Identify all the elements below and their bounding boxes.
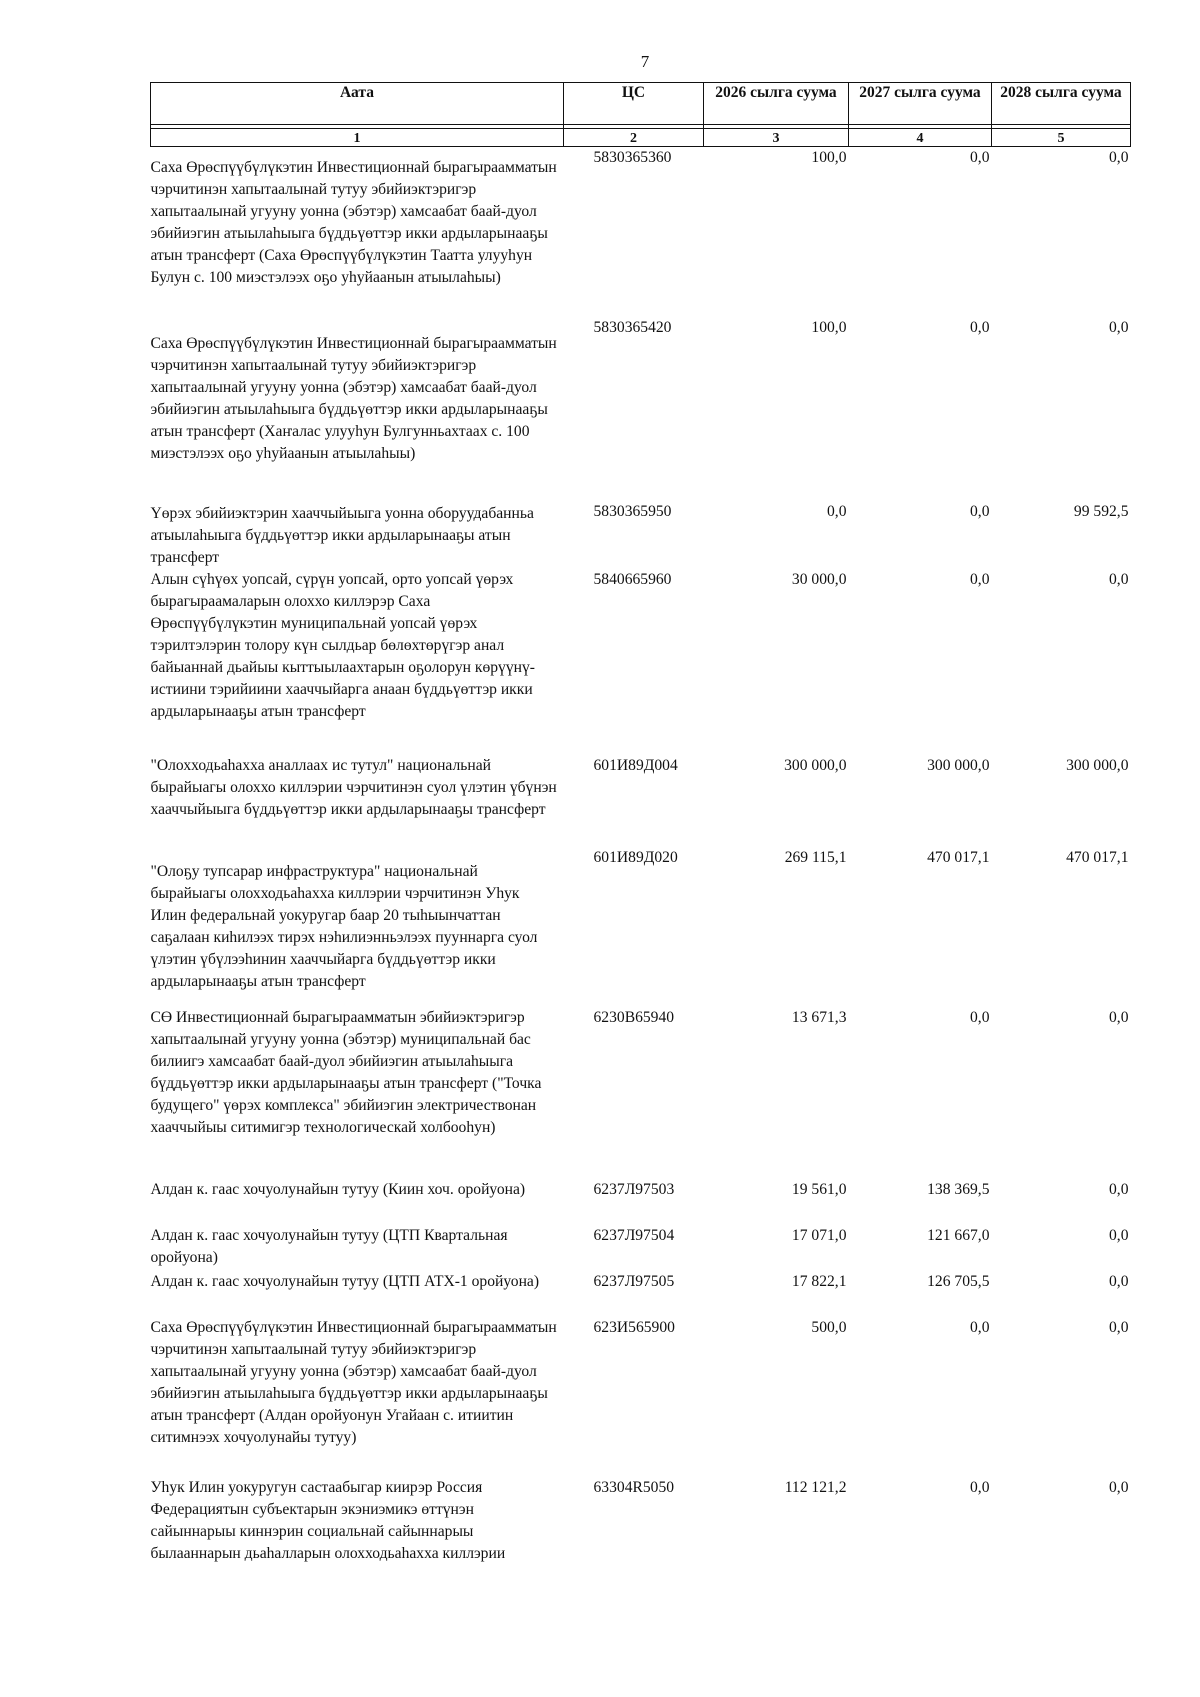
row-name: Уһук Илин уокуругун састаабыгар киирэр Россия Федерациятын субъектарын экэниэмикэ өттүнэн сайыннарыы киннэрин социальнай сайыннарыы былааннарын дьаһалларын олохходьаһахха киллэрии bbox=[150, 1479, 506, 1562]
row-2026: 17 822,1 bbox=[791, 1273, 847, 1290]
row-name: Алдан к. гаас хочуолунайын тутуу (ЦТП Квартальная оройуона) bbox=[150, 1227, 508, 1266]
row-name: "Олоҕу тупсарар инфраструктура" национальнай бырайыагы олохходьаһахха киллэрии чэрчитинэн Уһук Илин федеральнай уокуругар баар 20 тыһыынчаттан саҕалаан киһилээх тирэх нэһилиэнньэлээх пууннарга суол үлэтин үбүлээһинин хааччыйарга бүддьүөттэр икки ардыларынааҕы атын трансферт bbox=[150, 863, 538, 990]
row-name: Үөрэх эбийиэктэрин хааччыйыыга уонна оборуудабанньа атыылаһыыга бүддьүөттэр икки ардыларынааҕы атын трансферт bbox=[150, 505, 534, 566]
column-number-row bbox=[151, 129, 1131, 147]
column-number: 5 bbox=[992, 129, 1131, 147]
row-code: 601И89Д004 bbox=[593, 757, 678, 774]
table-row bbox=[151, 847, 1131, 1007]
row-2026: 13 671,3 bbox=[791, 1009, 847, 1026]
column-number: 1 bbox=[151, 129, 564, 147]
row-code: 6237Л97505 bbox=[593, 1273, 675, 1290]
row-2026: 100,0 bbox=[811, 149, 847, 166]
row-name: Алдан к. гаас хочуолунайын тутуу (ЦТП АТХ-1 оройуона) bbox=[150, 1273, 540, 1290]
row-2027: 0,0 bbox=[970, 1479, 990, 1496]
row-2028: 0,0 bbox=[1109, 1181, 1129, 1198]
header-2026: 2026 сылга суума bbox=[704, 83, 849, 125]
row-code: 623И565900 bbox=[593, 1319, 675, 1336]
table-row bbox=[151, 1317, 1131, 1477]
row-2028: 0,0 bbox=[1109, 149, 1129, 166]
row-2028: 0,0 bbox=[1109, 571, 1129, 588]
row-2027: 0,0 bbox=[970, 319, 990, 336]
row-2028: 0,0 bbox=[1109, 1227, 1129, 1244]
page-number: 7 bbox=[640, 52, 650, 71]
row-2027: 470 017,1 bbox=[927, 849, 990, 866]
table-row bbox=[151, 147, 1131, 318]
row-2026: 0,0 bbox=[827, 503, 847, 520]
row-2027: 0,0 bbox=[970, 1009, 990, 1026]
row-2027: 121 667,0 bbox=[927, 1227, 990, 1244]
row-2027: 0,0 bbox=[970, 1319, 990, 1336]
table-row bbox=[151, 1477, 1131, 1569]
table-row bbox=[151, 501, 1131, 569]
row-2028: 0,0 bbox=[1109, 1009, 1129, 1026]
row-2028: 300 000,0 bbox=[1066, 757, 1129, 774]
table-row bbox=[151, 317, 1131, 501]
row-2026: 100,0 bbox=[811, 319, 847, 336]
row-2028: 0,0 bbox=[1109, 1319, 1129, 1336]
row-code: 5830365420 bbox=[593, 319, 672, 336]
table-row bbox=[151, 755, 1131, 847]
row-2027: 126 705,5 bbox=[927, 1273, 990, 1290]
header-name: Аата bbox=[151, 83, 564, 125]
row-code: 6237Л97503 bbox=[593, 1181, 675, 1198]
row-2026: 112 121,2 bbox=[784, 1479, 847, 1496]
row-code: 5830365950 bbox=[593, 503, 672, 520]
row-name: Алын сүһүөх уопсай, сүрүн уопсай, орто уопсай үөрэх бырагыраамаларын олоххо киллэрэр Саха Өрөспүүбүлүкэтин муниципальнай уопсай үөрэх тэрилтэлэрин толору күн сылдьар бөлөхтөрүгэр анал байыаннай дьайыы кыттыылаахтарын оҕолорун көрүүнү-истиини тэрийиини хааччыйарга анаан бүддьүөттэр икки ардыларынааҕы атын трансферт bbox=[150, 571, 535, 720]
row-2026: 500,0 bbox=[811, 1319, 847, 1336]
row-2026: 269 115,1 bbox=[784, 849, 847, 866]
row-code: 601И89Д020 bbox=[593, 849, 678, 866]
row-2026: 17 071,0 bbox=[791, 1227, 847, 1244]
table-row bbox=[151, 1007, 1131, 1179]
row-name: Саха Өрөспүүбүлүкэтин Инвестиционнай бырагыраамматын чэрчитинэн хапытаалынай тутуу эбийиэктэригэр хапытаалынай угууну уонна (эбэтэр) хамсаабат баай-дуол эбийиэгин атыылаһыыга бүддьүөттэр икки ардыларынааҕы атын трансферт (Хаҥалас улууһун Булгунньахтаах с. 100 миэстэлээх оҕо уһуйаанын атыылаһыы) bbox=[150, 335, 557, 462]
row-code: 6230В65940 bbox=[593, 1009, 675, 1026]
row-name: СӨ Инвестиционнай бырагыраамматын эбийиэктэригэр хапытаалынай угууну уонна (эбэтэр) муниципальнай бас билиигэ хамсаабат баай-дуол эбийиэгин атыылаһыыга бүддьүөттэр икки ардыларынааҕы атын трансферт ("Точка будущего" үөрэх комплекса" эбийиэгин электричествонан хааччыйыы ситимигэр технологическай холбооһун) bbox=[150, 1009, 542, 1136]
budget-table bbox=[150, 82, 1131, 1569]
row-name: Саха Өрөспүүбүлүкэтин Инвестиционнай бырагыраамматын чэрчитинэн хапытаалынай тутуу эбийиэктэригэр хапытаалынай угууну уонна (эбэтэр) хамсаабат баай-дуол эбийиэгин атыылаһыыга бүддьүөттэр икки ардыларынааҕы атын трансферт (Саха Өрөспүүбүлүкэтин Таатта улууһун Булун с. 100 миэстэлээх оҕо уһуйаанын атыылаһыы) bbox=[150, 159, 557, 286]
row-code: 6237Л97504 bbox=[593, 1227, 675, 1244]
row-code: 5840665960 bbox=[593, 571, 672, 588]
column-number: 3 bbox=[704, 129, 849, 147]
row-2026: 30 000,0 bbox=[791, 571, 847, 588]
table-header-row bbox=[151, 83, 1131, 125]
row-name: Алдан к. гаас хочуолунайын тутуу (Киин хоч. оройуона) bbox=[150, 1181, 526, 1198]
header-code: ЦС bbox=[564, 83, 704, 125]
row-2028: 0,0 bbox=[1109, 319, 1129, 336]
table-row bbox=[151, 1179, 1131, 1225]
header-2028: 2028 сылга суума bbox=[992, 83, 1131, 125]
table-row bbox=[151, 569, 1131, 755]
column-number: 4 bbox=[849, 129, 992, 147]
row-name: Саха Өрөспүүбүлүкэтин Инвестиционнай бырагыраамматын чэрчитинэн хапытаалынай тутуу эбийиэктэригэр хапытаалынай угууну уонна (эбэтэр) хамсаабат баай-дуол эбийиэгин атыылаһыыга бүддьүөттэр икки ардыларынааҕы атын трансферт (Алдан оройуонун Угайаан с. итиитин ситимнээх хочуолунайы тутуу) bbox=[150, 1319, 557, 1446]
row-2026: 19 561,0 bbox=[791, 1181, 847, 1198]
row-2027: 0,0 bbox=[970, 503, 990, 520]
row-2028: 0,0 bbox=[1109, 1273, 1129, 1290]
table-row bbox=[151, 1271, 1131, 1317]
table-row bbox=[151, 1225, 1131, 1271]
row-2026: 300 000,0 bbox=[784, 757, 847, 774]
row-2027: 300 000,0 bbox=[927, 757, 990, 774]
row-2027: 138 369,5 bbox=[927, 1181, 990, 1198]
column-number: 2 bbox=[564, 129, 704, 147]
row-2027: 0,0 bbox=[970, 571, 990, 588]
row-2028: 0,0 bbox=[1109, 1479, 1129, 1496]
row-2028: 99 592,5 bbox=[1073, 503, 1129, 520]
row-code: 63304R5050 bbox=[593, 1479, 675, 1496]
row-2027: 0,0 bbox=[970, 149, 990, 166]
row-name: "Олохходьаһахха аналлаах ис тутул" национальнай бырайыагы олоххо киллэрии чэрчитинэн суол үлэтин үбүнэн хааччыйыыга бүддьүөттэр икки ардыларынааҕы трансферт bbox=[150, 757, 557, 818]
row-2028: 470 017,1 bbox=[1066, 849, 1129, 866]
header-2027: 2027 сылга суума bbox=[849, 83, 992, 125]
row-code: 5830365360 bbox=[593, 149, 672, 166]
